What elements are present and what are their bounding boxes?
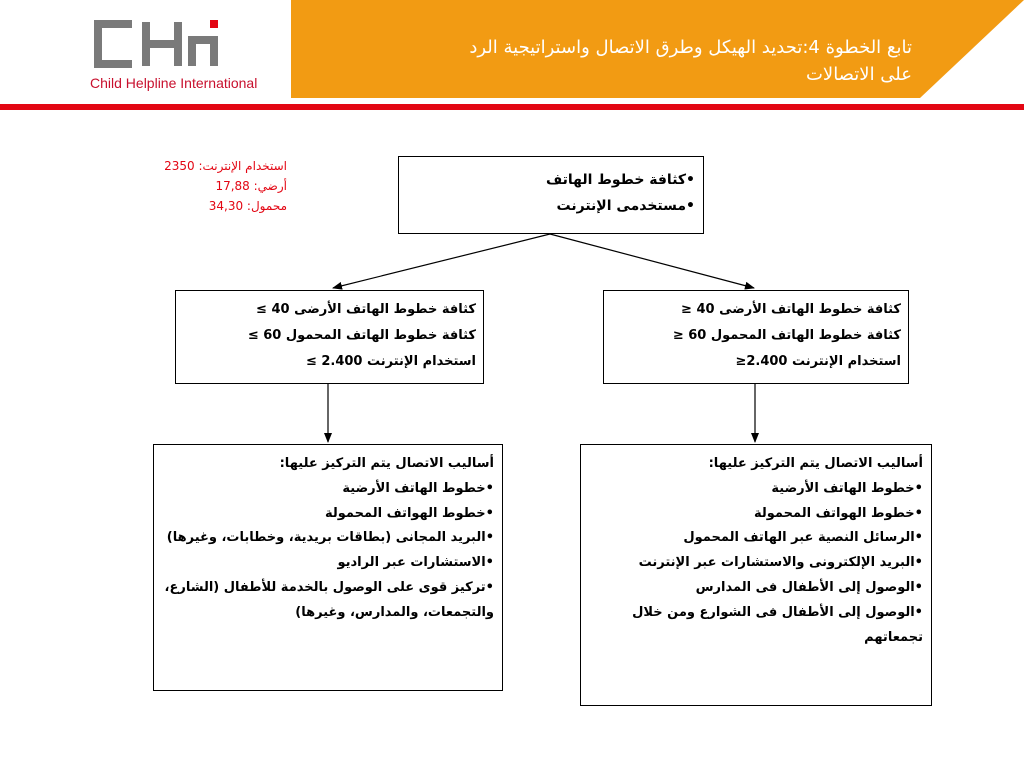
chi-logo-mark xyxy=(92,18,222,70)
methods-low-item: •البريد المجانى (بطاقات بريدية، وخطابات، وغيرها) xyxy=(166,530,494,546)
slide-title-line-2: على الاتصالات xyxy=(805,64,912,85)
logo-letter-i-stem xyxy=(192,40,214,66)
country-stats xyxy=(164,156,287,216)
logo-letter-c xyxy=(98,24,132,64)
criteria-box xyxy=(398,156,704,234)
methods-low-item: •خطوط الهاتف الأرضية xyxy=(342,480,494,496)
stat-mobile: محمول: 34,30 xyxy=(208,199,287,213)
header-divider xyxy=(0,104,1024,110)
condition-low-landline: كثافة خطوط الهاتف الأرضى 40 ≥ xyxy=(256,302,476,317)
methods-high-item: •الرسائل النصية عبر الهاتف المحمول xyxy=(683,530,923,546)
methods-high-item: •خطوط الهاتف الأرضية xyxy=(771,480,923,496)
condition-low-internet: استخدام الإنترنت 2.400 ≥ xyxy=(305,354,476,369)
methods-high-item: •خطوط الهواتف المحمولة xyxy=(754,505,923,521)
condition-high-internet: استخدام الإنترنت 2.400≤ xyxy=(735,354,901,369)
methods-low-item: •خطوط الهواتف المحمولة xyxy=(325,505,494,521)
methods-low-heading: أساليب الاتصال يتم التركيز عليها: xyxy=(279,456,494,471)
chi-logo xyxy=(90,18,280,98)
condition-box-high xyxy=(603,290,909,384)
logo-letter-i-dot xyxy=(210,20,218,28)
slide-title xyxy=(352,34,912,88)
connector-top-to-left xyxy=(333,234,550,288)
methods-box-low xyxy=(153,444,503,691)
methods-high-item: •الوصول إلى الأطفال فى المدارس xyxy=(695,579,923,595)
logo-name: Child Helpline International xyxy=(90,75,258,91)
methods-low-item: •الاستشارات عبر الراديو xyxy=(337,555,494,571)
condition-high-landline: كثافة خطوط الهاتف الأرضى 40 ≤ xyxy=(681,302,901,317)
methods-high-item: •البريد الإلكترونى والاستشارات عبر الإنترنت xyxy=(638,555,923,571)
criteria-item-phone-density: •كثافة خطوط الهاتف xyxy=(546,172,695,188)
condition-box-low xyxy=(175,290,484,384)
stat-internet: استخدام الإنترنت: 2350 xyxy=(164,159,287,173)
methods-box-high xyxy=(580,444,932,706)
condition-high-mobile: كثافة خطوط الهاتف المحمول 60 ≤ xyxy=(672,328,901,343)
methods-high-item: •الوصول إلى الأطفال فى الشوارع ومن خلال تجمعاتهم xyxy=(632,604,923,645)
criteria-item-internet-users: •مستخدمى الإنترنت xyxy=(556,198,695,214)
condition-low-mobile: كثافة خطوط الهاتف المحمول 60 ≥ xyxy=(247,328,476,343)
connector-top-to-right xyxy=(550,234,754,288)
methods-high-heading: أساليب الاتصال يتم التركيز عليها: xyxy=(708,456,923,471)
stat-landline: أرضي: 17,88 xyxy=(215,179,287,193)
methods-low-item: •تركيز قوى على الوصول بالخدمة للأطفال (الشارع، والتجمعات، والمدارس، وغيرها) xyxy=(164,579,494,620)
logo-letter-h xyxy=(146,22,178,66)
slide-title-line-1: تابع الخطوة 4:تحديد الهيكل وطرق الاتصال واستراتيجية الرد xyxy=(469,37,912,58)
